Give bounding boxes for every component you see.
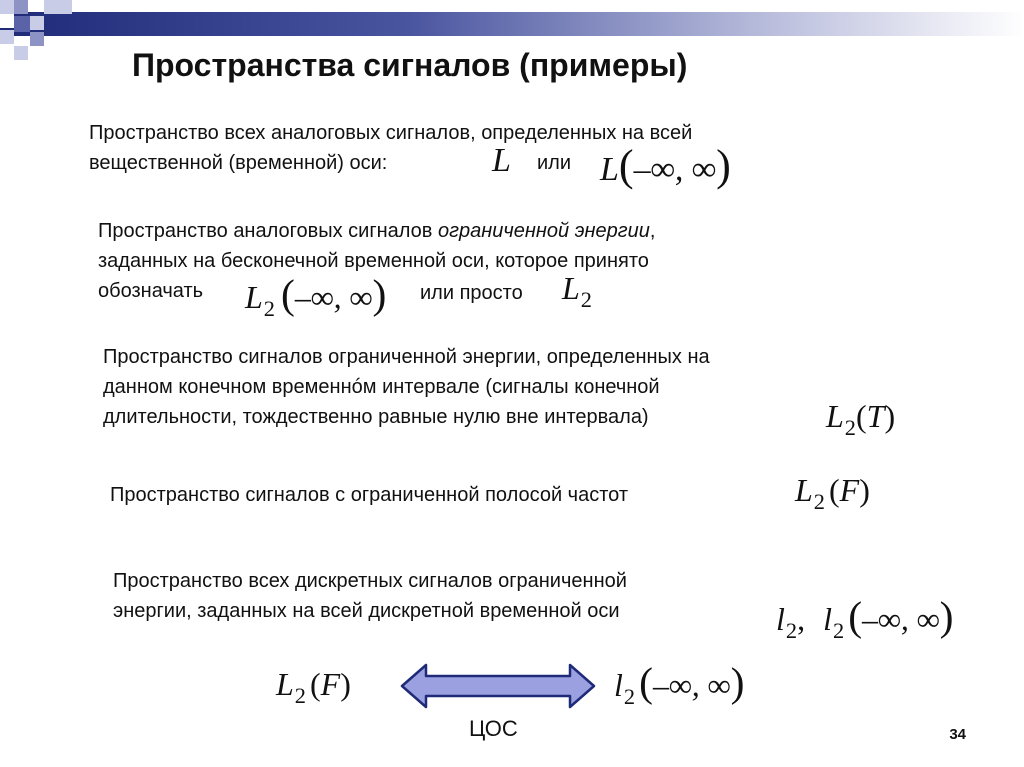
close-paren: ) — [372, 271, 387, 317]
math-sub: 2 — [844, 414, 856, 440]
close-paren: ) — [939, 593, 954, 639]
math-base: L — [276, 666, 294, 702]
math-args: T — [866, 398, 885, 434]
header-gradient-bar — [0, 12, 1024, 36]
deco-square — [0, 30, 14, 44]
item-2-line-2: заданных на бесконечной временной оси, которое принято — [98, 250, 649, 272]
close-paren: ) — [716, 141, 731, 190]
item-3-line-2: данном конечном временнóм интервале (сигналы конечной — [103, 376, 660, 398]
bottom-right-math — [614, 658, 745, 709]
deco-square — [14, 0, 28, 14]
math-base: L — [245, 279, 263, 315]
item-3-text — [103, 342, 710, 432]
item-3-line-3: длительности, тождественно равные нулю вне интервала) — [103, 406, 649, 428]
math-args: –∞, ∞ — [294, 279, 373, 315]
deco-square — [58, 0, 72, 14]
slide-title: Пространства сигналов (примеры) — [132, 47, 688, 83]
math-base: L — [562, 270, 580, 306]
math-a-sub: 2 — [785, 617, 798, 643]
item-4-text: Пространство сигналов с ограниченной полосой частот — [110, 484, 628, 506]
item-2-line-1-italic: ограниченной энергии — [438, 220, 650, 242]
item-4-math — [795, 472, 870, 514]
math-sub: 2 — [813, 488, 825, 514]
bottom-left-math — [276, 666, 351, 708]
item-2-math-a — [245, 270, 387, 321]
item-2-connector: или просто — [420, 282, 523, 304]
math-b-args: –∞, ∞ — [862, 601, 940, 637]
item-2-line-3: обозначать — [98, 280, 204, 302]
item-2-line-1 — [98, 216, 655, 246]
item-2-math-b — [562, 270, 592, 312]
page-number: 34 — [949, 726, 966, 743]
math-base: L — [826, 398, 844, 434]
deco-square — [14, 16, 30, 32]
dsp-caption: ЦОС — [469, 716, 518, 741]
double-arrow-icon — [400, 662, 596, 710]
item-5-math — [776, 592, 954, 643]
math-a-base: l — [776, 601, 785, 637]
open-paren: ( — [829, 472, 840, 508]
deco-square — [44, 0, 58, 14]
item-1-line-1: Пространство всех аналоговых сигналов, определенных на всей — [89, 122, 693, 144]
close-paren: ) — [884, 398, 896, 434]
item-5-text — [113, 566, 627, 626]
deco-square — [30, 16, 44, 30]
math-b-base: l — [823, 601, 832, 637]
item-1-connector: или — [537, 152, 572, 174]
item-3-line-1: Пространство сигналов ограниченной энергии, определенных на — [103, 346, 710, 368]
math-base: l — [614, 667, 623, 703]
math-base: L — [600, 151, 619, 188]
deco-square — [30, 32, 44, 46]
deco-square — [0, 14, 14, 28]
math-sep: , — [797, 601, 806, 637]
math-b-sub: 2 — [832, 617, 845, 643]
item-5-line-1: Пространство всех дискретных сигналов ограниченной — [113, 570, 627, 592]
close-paren: ) — [340, 666, 351, 702]
item-2-line-1-end: , — [649, 220, 656, 242]
open-paren: ( — [639, 659, 653, 705]
item-1-math-a: L — [492, 142, 511, 179]
open-paren: ( — [618, 141, 634, 190]
open-paren: ( — [848, 593, 863, 639]
item-2-line-1-plain: Пространство аналоговых сигналов — [98, 220, 438, 242]
deco-square — [0, 0, 14, 14]
open-paren: ( — [281, 271, 295, 317]
math-args: –∞, ∞ — [652, 667, 731, 703]
item-1-line-2: вещественной (временной) оси: — [89, 152, 388, 174]
close-paren: ) — [859, 472, 870, 508]
math-sub: 2 — [263, 295, 275, 321]
math-args: F — [320, 666, 341, 702]
math-args: F — [839, 472, 860, 508]
close-paren: ) — [730, 659, 745, 705]
item-5-line-2: энергии, заданных на всей дискретной временной оси — [113, 600, 620, 622]
math-sub: 2 — [294, 682, 306, 708]
item-1-math-b — [600, 140, 731, 191]
math-sub: 2 — [623, 683, 636, 709]
item-3-math — [826, 398, 896, 440]
deco-square — [14, 46, 28, 60]
open-paren: ( — [310, 666, 321, 702]
math-args: –∞, ∞ — [633, 151, 717, 188]
math-base: L — [795, 472, 813, 508]
open-paren: ( — [856, 398, 867, 434]
math-sub: 2 — [580, 286, 592, 312]
